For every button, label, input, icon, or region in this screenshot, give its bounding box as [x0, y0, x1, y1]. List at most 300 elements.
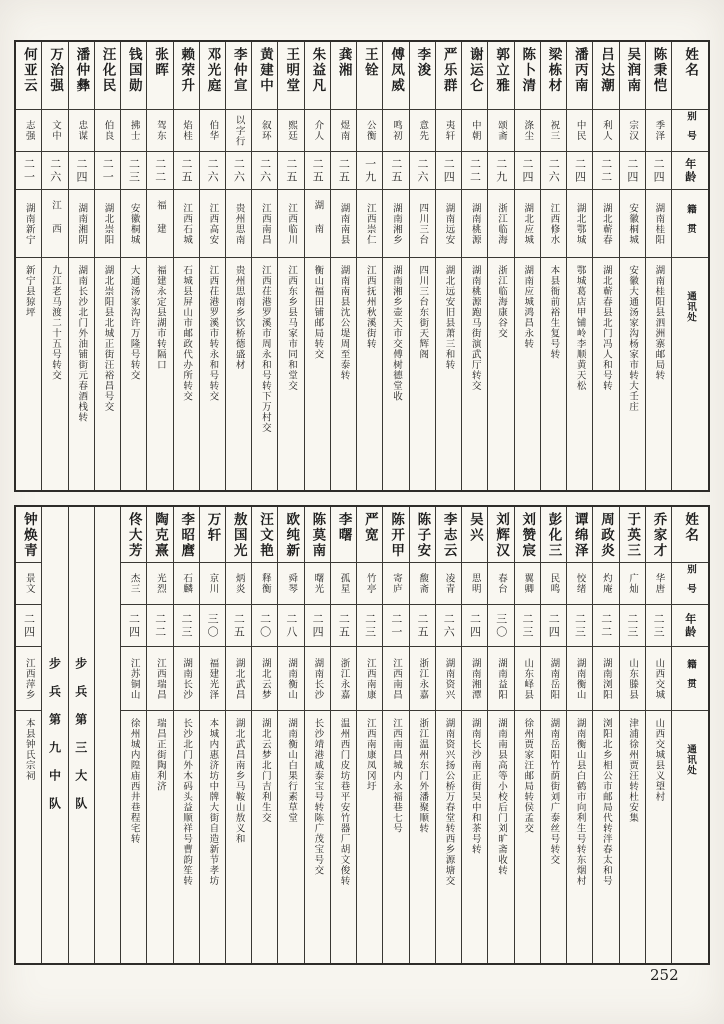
origin-text: 湖南桂阳: [653, 202, 665, 245]
age-text: 二五: [337, 157, 351, 184]
person-column: [146, 42, 172, 490]
age-text: 二三: [573, 612, 587, 639]
name-text: 李志云: [440, 512, 457, 559]
origin-text: 山东滕县: [627, 657, 639, 700]
origin-text: 山东峄县: [522, 657, 534, 700]
alias-text: 中朝: [469, 120, 481, 141]
age-text: 二三: [363, 612, 377, 639]
address-cell: [567, 711, 592, 963]
name-text: 谭绵泽: [571, 512, 588, 559]
origin-text: 湖北蕲春: [600, 202, 612, 245]
alias-cell: [488, 563, 513, 605]
alias-cell: [305, 563, 330, 605]
person-column: [645, 42, 671, 490]
alias-text: 颂斋: [495, 120, 507, 141]
person-column: [68, 42, 94, 490]
address-text: 本县钟氏宗祠: [23, 718, 35, 781]
origin-cell: [200, 647, 225, 711]
alias-text: 伯华: [207, 120, 219, 141]
origin-cell: [567, 190, 592, 258]
alias-cell: [200, 110, 225, 152]
name-cell: [462, 507, 487, 563]
header-cell-age: [672, 152, 708, 190]
person-column: [277, 507, 303, 963]
age-cell: [331, 152, 356, 190]
address-text: 衡山福田铺邮局转交: [312, 265, 324, 360]
name-cell: [331, 507, 356, 563]
name-cell: [174, 507, 199, 563]
age-cell: [410, 605, 435, 647]
name-text: 陈秉恺: [650, 47, 667, 94]
address-cell: [488, 258, 513, 490]
address-cell: [147, 711, 172, 963]
alias-text: 恔绪: [574, 573, 586, 594]
alias-text: 熙廷: [286, 120, 298, 141]
address-text: 湖北蕲春县北门冯人和号转: [600, 265, 612, 391]
alias-cell: [383, 110, 408, 152]
name-text: 周政炎: [598, 512, 614, 559]
person-column: [41, 42, 67, 490]
age-cell: [226, 152, 251, 190]
name-cell: [121, 507, 146, 563]
origin-text: 江西高安: [207, 202, 219, 245]
address-cell: [515, 258, 540, 490]
alias-text: 竹亭: [364, 573, 376, 594]
age-cell: [174, 152, 199, 190]
person-column: [382, 42, 408, 490]
name-text: 黄建中: [256, 47, 273, 94]
address-cell: [42, 258, 67, 490]
age-text: 二四: [311, 612, 325, 639]
origin-text: 江西崇仁: [364, 202, 376, 245]
address-text: 鄂城葛店甲铺岭李顺黄天松: [574, 265, 586, 391]
age-text: 二二: [153, 157, 167, 184]
person-column: [330, 507, 356, 963]
origin-cell: [69, 190, 94, 258]
name-cell: [305, 42, 330, 110]
age-text: 二六: [547, 157, 561, 184]
alias-text: 灼庵: [600, 573, 612, 594]
alias-cell: [16, 110, 41, 152]
name-header-label: 姓名: [682, 47, 699, 78]
origin-text: 湖南湘潭: [469, 657, 481, 700]
alias-text: 杰三: [128, 573, 140, 594]
origin-cell: [383, 190, 408, 258]
unit-designation-text: 步兵第九中队: [47, 657, 62, 825]
age-cell: [593, 605, 618, 647]
address-text: 山西交城县义望村: [653, 718, 665, 802]
alias-cell: [278, 110, 303, 152]
age-cell: [541, 152, 566, 190]
name-cell: [593, 507, 618, 563]
address-cell: [410, 258, 435, 490]
name-text: 朱益凡: [309, 47, 326, 94]
origin-cell: [462, 190, 487, 258]
person-column: [251, 42, 277, 490]
origin-cell: [593, 647, 618, 711]
alias-text: 馥斋: [417, 573, 429, 594]
age-text: 二五: [389, 157, 403, 184]
name-cell: [305, 507, 330, 563]
name-text: 陈子安: [414, 512, 431, 559]
unit-column: [41, 507, 67, 963]
alias-text: 广灿: [627, 573, 639, 594]
person-column: [514, 507, 540, 963]
name-cell: [436, 507, 461, 563]
age-cell: [69, 152, 94, 190]
age-text: 二三: [652, 612, 666, 639]
origin-cell: [357, 190, 382, 258]
alias-cell: [226, 563, 251, 605]
person-column: [619, 507, 645, 963]
person-column: [251, 507, 277, 963]
name-cell: [16, 42, 41, 110]
origin-cell: [515, 190, 540, 258]
directory-table-bottom: [14, 505, 710, 965]
alias-cell: [436, 563, 461, 605]
person-column: [146, 507, 172, 963]
header-cell-age: [672, 605, 708, 647]
person-column: [225, 42, 251, 490]
origin-text: 江苏铜山: [128, 657, 140, 700]
address-header-label: 通讯处: [684, 744, 696, 776]
alias-text: 季泽: [653, 120, 665, 141]
origin-text: 湖南浏阳: [600, 657, 612, 700]
address-text: 长沙北门外木码头益顺祥号曹韵笙转: [181, 718, 193, 886]
age-text: 二二: [599, 612, 613, 639]
origin-cell: [16, 190, 41, 258]
origin-text: 湖南益阳: [495, 657, 507, 700]
name-cell: [620, 42, 645, 110]
name-text: 李浚: [414, 47, 431, 78]
alias-cell: [69, 110, 94, 152]
alias-cell: [305, 110, 330, 152]
address-text: 浙江临海康谷交: [495, 265, 507, 339]
alias-cell: [488, 110, 513, 152]
address-cell: [305, 258, 330, 490]
origin-cell: [567, 647, 592, 711]
address-cell: [515, 711, 540, 963]
origin-cell: [147, 190, 172, 258]
name-text: 陈开甲: [388, 512, 405, 559]
person-column: [435, 507, 461, 963]
person-column: [514, 42, 540, 490]
alias-cell: [357, 563, 382, 605]
origin-text: 湖北云梦: [259, 657, 271, 700]
age-text: 二三: [127, 157, 141, 184]
origin-text: 湖南衡山: [286, 657, 298, 700]
age-header-label: 年龄: [683, 157, 697, 184]
age-cell: [305, 605, 330, 647]
address-text: 江西东乡县马家市同和堂交: [286, 265, 298, 391]
person-column: [225, 507, 251, 963]
alias-cell: [515, 563, 540, 605]
address-text: 湖南岳阳竹荫街刘广泰丝号转交: [548, 718, 560, 865]
name-cell: [383, 42, 408, 110]
alias-cell: [646, 563, 671, 605]
origin-cell: [121, 190, 146, 258]
age-cell: [593, 152, 618, 190]
name-text: 邓光庭: [204, 47, 221, 94]
address-text: 石城县屏山市邮政代办所转交: [181, 265, 193, 402]
age-cell: [462, 605, 487, 647]
person-column: [592, 42, 618, 490]
age-header-label: 年龄: [683, 612, 697, 639]
name-text: 吴润南: [624, 47, 641, 94]
alias-text: 炳炎: [233, 573, 245, 594]
origin-text: 江西南昌: [259, 202, 271, 245]
name-cell: [488, 42, 513, 110]
address-cell: [226, 258, 251, 490]
header-cell-name: [672, 507, 708, 563]
alias-cell: [541, 563, 566, 605]
address-text: 湖北远安旧县萧三和转: [443, 265, 455, 370]
name-text: 陈卜清: [519, 47, 536, 94]
address-cell: [488, 711, 513, 963]
age-cell: [646, 605, 671, 647]
person-column: [173, 42, 199, 490]
name-text: 陈莫南: [309, 512, 326, 559]
address-cell: [200, 258, 225, 490]
age-text: 二四: [520, 157, 534, 184]
age-text: 二五: [337, 612, 351, 639]
age-text: 三〇: [206, 612, 220, 639]
name-text: 严乐群: [440, 47, 457, 94]
name-cell: [278, 42, 303, 110]
name-text: 王铨: [361, 47, 378, 78]
name-text: 汪化民: [99, 47, 116, 94]
address-text: 湖南南县高等小校后门刘旷斋收转: [495, 718, 507, 876]
name-cell: [331, 42, 356, 110]
alias-text: 春台: [495, 573, 507, 594]
address-text: 安徽大通汤家沟杨家市转大壬庄: [627, 265, 639, 412]
age-text: 二四: [573, 157, 587, 184]
alias-text: 志强: [23, 120, 35, 141]
age-cell: [174, 605, 199, 647]
alias-cell: [357, 110, 382, 152]
origin-text: 湖北崇阳: [102, 202, 114, 245]
alias-cell: [646, 110, 671, 152]
name-cell: [646, 507, 671, 563]
person-column: [461, 42, 487, 490]
age-cell: [567, 152, 592, 190]
name-text: 乔家才: [650, 512, 667, 559]
origin-cell: [620, 647, 645, 711]
origin-text: 安徽桐城: [128, 202, 140, 245]
origin-text: 江西南昌: [391, 657, 403, 700]
origin-cell: [646, 190, 671, 258]
alias-cell: [410, 563, 435, 605]
name-header-label: 姓名: [682, 512, 699, 543]
alias-text: 民鸣: [548, 573, 560, 594]
address-cell: [16, 711, 41, 963]
person-column: [645, 507, 671, 963]
address-header-label: 通讯处: [684, 291, 696, 323]
name-text: 梁栋材: [545, 47, 562, 94]
alias-text: 利人: [600, 120, 612, 141]
age-cell: [278, 605, 303, 647]
person-column: [619, 42, 645, 490]
age-text: 二九: [494, 157, 508, 184]
alias-cell: [174, 563, 199, 605]
address-text: 津浦徐州贾汪转杜安集: [627, 718, 639, 823]
alias-cell: [200, 563, 225, 605]
age-text: 二二: [153, 612, 167, 639]
name-text: 严宽: [361, 512, 378, 543]
name-cell: [436, 42, 461, 110]
name-text: 潘仲彝: [73, 47, 90, 94]
alias-text: 焰桂: [181, 120, 193, 141]
alias-text: 舜琴: [286, 573, 298, 594]
address-text: 徐州城内隍庙西井巷程宅转: [128, 718, 140, 844]
origin-text: 湖南岳阳: [548, 657, 560, 700]
age-text: 二六: [206, 157, 220, 184]
address-cell: [462, 258, 487, 490]
origin-cell: [278, 190, 303, 258]
name-text: 李仲宣: [230, 47, 247, 94]
alias-text: 涤尘: [522, 120, 534, 141]
alias-text: 驾东: [154, 120, 166, 141]
origin-text: 江西南康: [364, 657, 376, 700]
name-cell: [646, 42, 671, 110]
address-cell: [357, 711, 382, 963]
address-cell: [305, 711, 330, 963]
name-text: 潘丙南: [571, 47, 588, 94]
name-cell: [410, 42, 435, 110]
alias-cell: [567, 563, 592, 605]
blank-cell: [95, 507, 120, 963]
address-text: 浙江温州东门外潘聚顺转: [417, 718, 429, 834]
alias-cell: [541, 110, 566, 152]
age-text: 二四: [75, 157, 88, 184]
address-text: 浏阳北乡相公市邮局代转泮春太和号: [600, 718, 612, 886]
age-text: 一九: [363, 157, 377, 184]
alias-cell: [16, 563, 41, 605]
age-text: 二一: [389, 612, 403, 639]
person-column: [304, 507, 330, 963]
address-text: 湖南长沙北门外油铺街元春酒栈转: [76, 265, 88, 423]
name-cell: [410, 507, 435, 563]
age-text: 二三: [179, 612, 193, 639]
unit-column: [68, 507, 94, 963]
origin-text: 湖南桃源: [469, 202, 481, 245]
person-column: [540, 42, 566, 490]
alias-text: 鸣初: [391, 120, 403, 141]
alias-text: 介人: [312, 120, 324, 141]
origin-cell: [278, 647, 303, 711]
header-cell-address: [672, 711, 708, 963]
address-cell: [121, 711, 146, 963]
alias-cell: [593, 563, 618, 605]
age-text: 二六: [48, 157, 62, 184]
alias-text: 中民: [574, 120, 586, 141]
name-cell: [567, 42, 592, 110]
age-cell: [147, 152, 172, 190]
person-column: [461, 507, 487, 963]
person-column: [94, 42, 120, 490]
age-cell: [620, 605, 645, 647]
header-column: [671, 42, 708, 490]
name-cell: [515, 507, 540, 563]
header-cell-address: [672, 258, 708, 490]
address-text: 江西茌港罗溪市周永和号转下万村交: [259, 265, 271, 433]
header-cell-origin: [672, 647, 708, 711]
person-column: [409, 42, 435, 490]
alias-cell: [252, 563, 277, 605]
origin-text: 安徽桐城: [627, 202, 639, 245]
age-text: 三〇: [494, 612, 508, 639]
address-cell: [331, 711, 356, 963]
age-text: 二五: [179, 157, 193, 184]
age-text: 二六: [258, 157, 272, 184]
name-cell: [95, 42, 120, 110]
origin-cell: [174, 190, 199, 258]
origin-text: 湖南衡山: [574, 657, 586, 700]
person-column: [199, 507, 225, 963]
age-cell: [488, 152, 513, 190]
origin-cell: [383, 647, 408, 711]
age-text: 二八: [284, 612, 298, 639]
address-cell: [593, 258, 618, 490]
address-cell: [147, 258, 172, 490]
origin-cell: [515, 647, 540, 711]
age-cell: [462, 152, 487, 190]
alias-text: 公衡: [364, 120, 376, 141]
unit-cell: [69, 507, 94, 963]
address-text: 温州西门皮坊巷平安竹器厂胡文俊转: [338, 718, 350, 886]
address-cell: [646, 258, 671, 490]
alias-text: 孤星: [338, 573, 350, 594]
origin-cell: [252, 647, 277, 711]
person-column: [592, 507, 618, 963]
age-cell: [541, 605, 566, 647]
age-cell: [646, 152, 671, 190]
origin-cell: [331, 647, 356, 711]
alias-cell: [620, 110, 645, 152]
age-cell: [410, 152, 435, 190]
alias-cell: [174, 110, 199, 152]
name-cell: [541, 42, 566, 110]
alias-cell: [121, 563, 146, 605]
name-cell: [462, 42, 487, 110]
origin-cell: [410, 190, 435, 258]
name-cell: [278, 507, 303, 563]
origin-text: 湖南南县: [338, 202, 350, 245]
address-text: 本县衙前裕生复号转: [548, 265, 560, 360]
origin-text: 湖南湘阴: [76, 202, 88, 245]
age-cell: [357, 152, 382, 190]
age-cell: [95, 152, 120, 190]
age-text: 二二: [468, 157, 482, 184]
person-column: [566, 507, 592, 963]
alias-text: 伯良: [102, 120, 114, 141]
person-column: [487, 507, 513, 963]
unit-designation-text: 步兵第三大队: [73, 657, 88, 825]
origin-text: 江西瑞昌: [154, 657, 166, 700]
age-cell: [252, 605, 277, 647]
name-text: 龚湘: [335, 47, 352, 78]
origin-cell: [620, 190, 645, 258]
origin-cell: [593, 190, 618, 258]
alias-text: 京川: [207, 573, 219, 594]
name-text: 汪文艳: [256, 512, 273, 559]
origin-text: 湖南长沙: [181, 657, 193, 700]
address-cell: [357, 258, 382, 490]
address-cell: [278, 711, 303, 963]
age-text: 二四: [547, 612, 561, 639]
person-column: [409, 507, 435, 963]
alias-text: 思明: [469, 573, 481, 594]
